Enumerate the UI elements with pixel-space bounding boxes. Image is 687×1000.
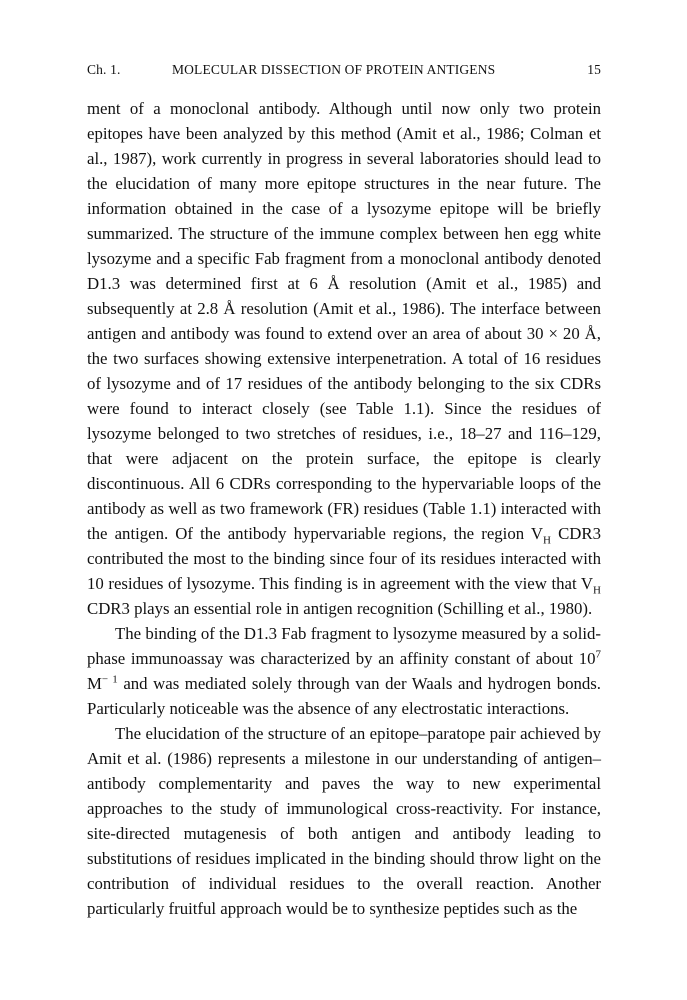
page-number: 15: [587, 62, 601, 77]
paragraph-2-text-c: and was mediated solely through van der Waals and hydrogen bonds. Particularly noticeable was the absence of any electrostatic interactions.: [87, 674, 601, 718]
running-header: [87, 62, 601, 80]
chapter-label: Ch. 1.: [87, 62, 121, 77]
paragraph-2: [87, 621, 601, 721]
running-title: MOLECULAR DISSECTION OF PROTEIN ANTIGENS: [172, 62, 496, 77]
body-text: [87, 96, 601, 921]
paragraph-2-text-a: The binding of the D1.3 Fab fragment to lysozyme measured by a solid-phase immunoassay was characterized by an affinity constant of about 10: [87, 624, 601, 668]
paragraph-3: The elucidation of the structure of an epitope–paratope pair achieved by Amit et al. (1986) represents a milestone in our understanding of antigen–antibody complementarity and paves the way to new experimental approaches to the study of immunological cross-reactivity. For instance, site-directed mutagenesis of both antigen and antibody leading to substitutions of residues implicated in the binding should throw light on the contribution of individual residues to the overall reaction. Another particularly fruitful approach would be to synthesize peptides such as the: [87, 724, 601, 918]
paragraph-1-text-b: CDR3 contributed the most to the binding since four of its residues interacted with 10 residues of lysozyme. This finding is in agreement with the view that V: [87, 524, 601, 593]
paragraph-1: [87, 96, 601, 621]
paragraph-1-text-c: CDR3 plays an essential role in antigen recognition (Schilling et al., 1980).: [87, 599, 593, 618]
paragraph-1-text-a: ment of a monoclonal antibody. Although until now only two protein epitopes have been analyzed by this method (Amit et al., 1986; Colman et al., 1987), work currently in progress in several laboratories should lead to the elucidation of many more epitope structures in the near future. The information obtained in the case of a lysozyme epitope will be briefly summarized. The structure of the immune complex between hen egg white lysozyme and a specific Fab fragment from a monoclonal antibody denoted D1.3 was determined first at 6 Å resolution (Amit et al., 1985) and subsequently at 2.8 Å resolution (Amit et al., 1986). The interface between antigen and antibody was found to extend over an area of about 30 × 20 Å, the two surfaces showing extensive interpenetration. A total of 16 residues of lysozyme and of 17 residues of the antibody belonging to the six CDRs were found to interact closely (see Table 1.1). Since the residues of lysozyme belonged to two stretches of residues, i.e., 18–27 and 116–129, that were adjacent on the protein surface, the epitope is clearly discontinuous. All 6 CDRs corresponding to the hypervariable loops of the antibody as well as two framework (FR) residues (Table 1.1) interacted with the antigen. Of the antibody hypervariable regions, the region V: [87, 99, 601, 543]
paragraph-2-text-b: M: [87, 674, 102, 693]
superscript-7: 7: [595, 648, 601, 661]
superscript-minus-1: − 1: [101, 673, 118, 686]
subscript-h-2: H: [593, 584, 601, 597]
subscript-h-1: H: [543, 534, 551, 547]
